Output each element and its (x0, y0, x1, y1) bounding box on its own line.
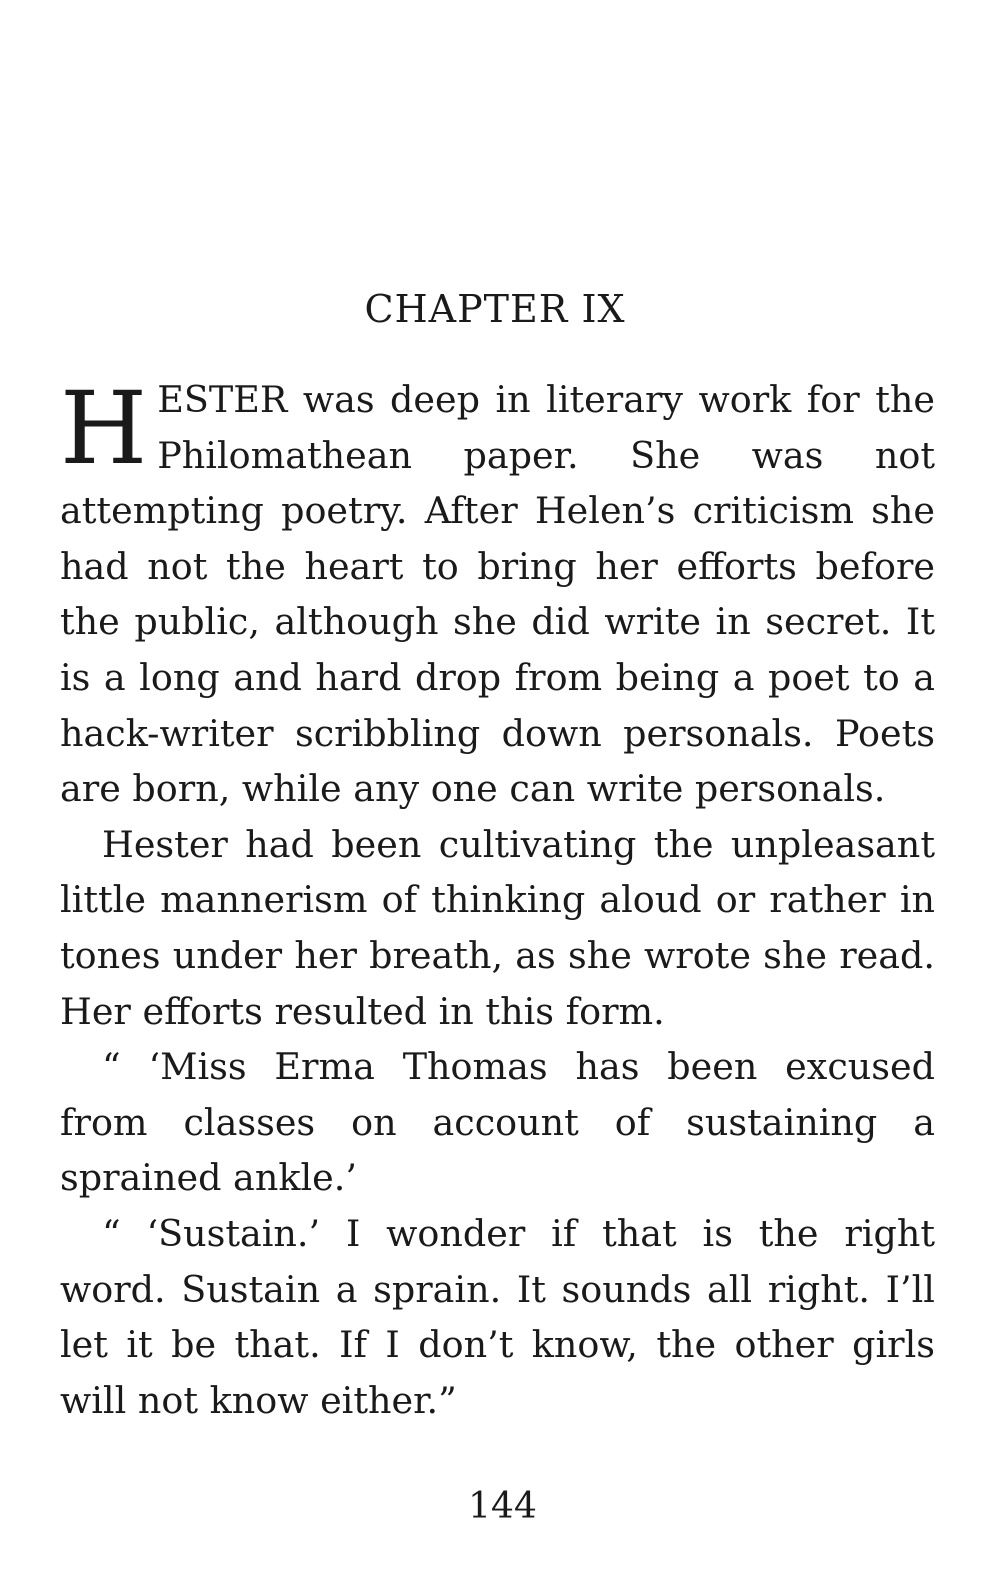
chapter-heading: CHAPTER IX (364, 287, 626, 331)
paragraph-1 (60, 372, 935, 817)
paragraph-2: Hester had been cultivating the unpleasant little mannerism of thinking aloud or rather in tones under her breath, as she wrote she read. Her efforts resulted in this form. (60, 822, 935, 1033)
drop-cap: H (60, 370, 148, 487)
page-number: 144 (468, 1486, 537, 1527)
paragraph-1-text: ESTER was deep in literary work for the Philomathean paper. She was not attempting poetry. After Helen’s criticism she had not the heart to bring her efforts before the public, although she did write in secret. It is a long and hard drop from being a poet to a hack-writer scribbling down personals. Poets are born, while any one can write personals. (60, 378, 935, 811)
paragraph-4: “ ‘Sustain.’ I wonder if that is the right word. Sustain a sprain. It sounds all right. I’ll let it be that. If I don’t know, the other girls will not know either.” (60, 1211, 935, 1422)
body-text (60, 372, 935, 1428)
paragraph-3: “ ‘Miss Erma Thomas has been excused from classes on account of sustaining a sprained ankle.’ (60, 1045, 935, 1200)
